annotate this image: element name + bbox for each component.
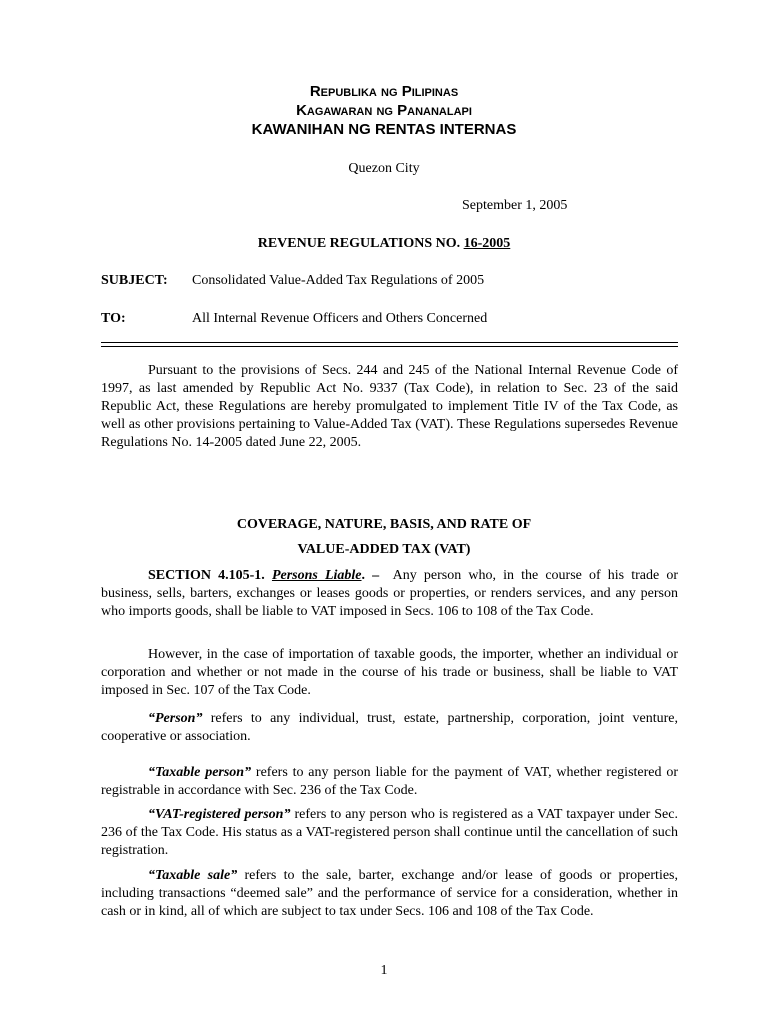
definition-term: “Person” <box>148 711 203 726</box>
definition-text: refers to the sale, barter, exchange and/or lease of goods or properties, including transactions “deemed sale” and the performance of service for a consideration, whether in cash or in kind, all of which are subject to tax under Secs. 106 and 108 of the Tax Code. <box>101 868 679 919</box>
page-number: 1 <box>380 963 388 978</box>
to-text: All Internal Revenue Officers and Others Concerned <box>192 311 488 326</box>
section-dash: . – <box>361 568 380 583</box>
date: September 1, 2005 <box>462 198 568 213</box>
section-text: Any person who, in the course of his trade or business, sells, barters, exchanges or leases goods or properties, or renders services, and any person who imports goods, shall be liable to VAT imposed in Secs. 106 to 108 of the Tax Code. <box>101 568 679 619</box>
definition-text: refers to any person who is registered as a VAT taxpayer under Sec. 236 of the Tax Code. His status as a VAT-registered person shall continue until the cancellation of such registration. <box>101 807 678 858</box>
definition-taxable-person <box>101 764 678 800</box>
importation-paragraph: However, in the case of importation of taxable goods, the importer, whether an individual or corporation and whether or not made in the course of his trade or business, shall be liable to VAT imposed in Sec. 107 of the Tax Code. <box>101 647 678 698</box>
section-paragraph <box>101 567 678 621</box>
regulation-title <box>0 235 768 253</box>
divider-rule-top <box>101 342 678 343</box>
header-bureau: KAWANIHAN NG RENTAS INTERNAS <box>251 121 517 138</box>
definition-term: “Taxable person” <box>148 765 252 780</box>
regulation-title-prefix: REVENUE REGULATIONS NO. <box>257 236 464 251</box>
definition-text: refers to any individual, trust, estate, partnership, corporation, joint venture, cooperative or association. <box>101 711 678 744</box>
divider-rule-bottom <box>101 346 678 347</box>
preamble-paragraph: Pursuant to the provisions of Secs. 244 and 245 of the National Internal Revenue Code of 1997, as last amended by Republic Act No. 9337 (Tax Code), in relation to Sec. 23 of the said Republic Act, these Regulations are hereby promulgated to implement Title IV of the Tax Code, as well as other provisions pertaining to Value-Added Tax (VAT). These Regulations supersedes Revenue Regulations No. 14-2005 dated June 22, 2005. <box>101 363 678 450</box>
subject-label: SUBJECT: <box>101 273 168 288</box>
header-department: Kagawaran ng Pananalapi <box>296 102 472 119</box>
definition-vat-registered-person <box>101 806 678 860</box>
to-label: TO: <box>101 311 126 326</box>
definition-text: refers to any person liable for the payment of VAT, whether registered or registrable in accordance with Sec. 236 of the Tax Code. <box>101 765 678 798</box>
section-title: Persons Liable <box>271 568 362 583</box>
definition-term: “VAT-registered person” <box>148 807 291 822</box>
section-label: SECTION 4.105-1. <box>148 568 265 583</box>
heading-line2: VALUE-ADDED TAX (VAT) <box>297 542 471 557</box>
regulation-number: 16-2005 <box>463 236 511 251</box>
definition-term: “Taxable sale” <box>148 868 238 883</box>
place: Quezon City <box>348 161 420 176</box>
definition-taxable-sale <box>101 867 678 921</box>
definition-person <box>101 710 678 746</box>
heading-line1: COVERAGE, NATURE, BASIS, AND RATE OF <box>236 517 532 532</box>
subject-text: Consolidated Value-Added Tax Regulations of 2005 <box>192 273 485 288</box>
header-republic: Republika ng Pilipinas <box>309 83 459 100</box>
